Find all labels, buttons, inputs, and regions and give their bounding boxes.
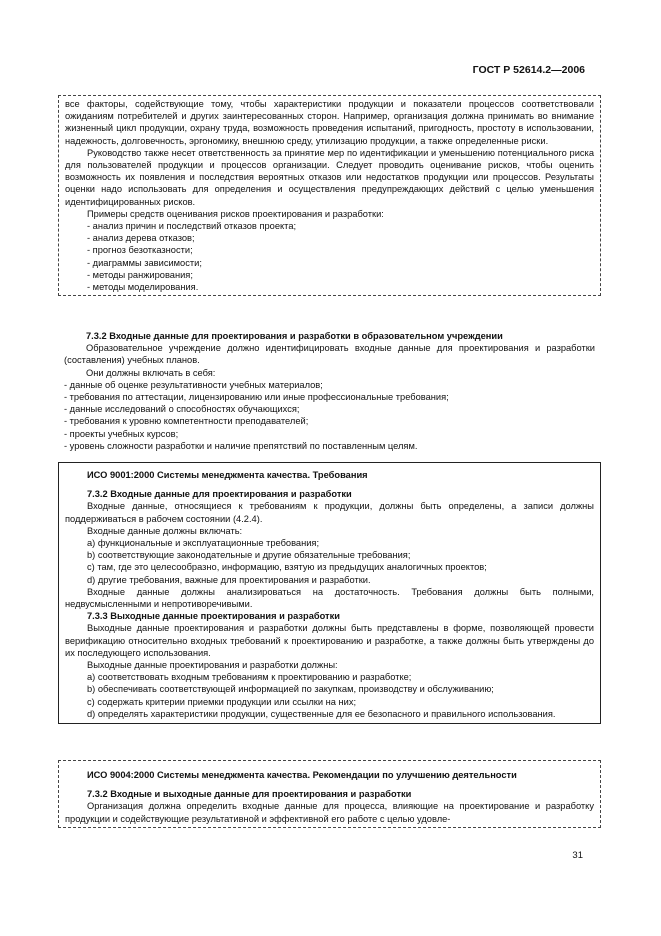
risk-examples-list	[65, 220, 594, 293]
iso-9004-heading-7-3-2: 7.3.2 Входные и выходные данные для проектирования и разработки	[87, 789, 412, 800]
iso-9001-paragraph: Входные данные должны анализироваться на достаточность. Требования должны быть полными, недвусмысленными и непротиворечивыми.	[65, 586, 594, 610]
list-item: c) там, где это целесообразно, информацию, взятую из предыдущих аналогичных проектов;	[87, 562, 487, 573]
list-item: - требования к уровню компетентности преподавателей;	[64, 416, 309, 427]
list-item: - прогноз безотказности;	[87, 245, 193, 256]
iso-9001-heading-7-3-3: 7.3.3 Выходные данные проектирования и разработки	[87, 611, 340, 622]
section-paragraph: Образовательное учреждение должно идентифицировать входные данные для проектирования и разработки (составления) учебных планов.	[64, 343, 595, 366]
list-item: d) определять характеристики продукции, существенные для ее безопасного и правильного использования.	[87, 708, 556, 719]
list-item: b) соответствующие законодательные и другие обязательные требования;	[87, 550, 411, 561]
iso-9004-paragraph: Организация должна определить входные данные для процесса, влияющие на проектирование и разработку продукции и содействующие результативной и эффективной его работе с целью удовле-	[65, 801, 594, 824]
list-item: - анализ причин и последствий отказов проекта;	[87, 221, 297, 232]
section-7-3-2-education	[58, 330, 601, 452]
list-item: - данные об оценке результативности учебных материалов;	[64, 379, 323, 390]
list-item: b) обеспечивать соответствующей информацией по закупкам, производству и обслуживанию;	[87, 684, 494, 695]
list-item: - данные исследований о способностях обучающихся;	[64, 404, 300, 415]
iso-9004-box	[58, 760, 601, 828]
iso-9001-paragraph: Выходные данные проектирования и разработки должны быть представлены в форме, позволяющей провести верификацию относительно входных требований к проектированию и разработке, а также должны быть утверждены до их последующего использования.	[65, 623, 594, 658]
iso-9001-paragraph: Входные данные, относящиеся к требованиям к продукции, должны быть определены, а записи должны поддерживаться в рабочем состоянии (4.2.4).	[65, 501, 594, 524]
iso-9004-title: ИСО 9004:2000 Системы менеджмента качества. Рекомендации по улучшению деятельности	[87, 770, 517, 780]
list-item: - методы ранжирования;	[87, 269, 193, 280]
risk-text-box	[58, 95, 601, 296]
page-number: 31	[572, 850, 583, 861]
list-item: - требования по аттестации, лицензированию или иные профессиональные требования;	[64, 392, 449, 403]
iso-9001-title: ИСО 9001:2000 Системы менеджмента качества. Требования	[87, 470, 368, 480]
section-list-intro: Они должны включать в себя:	[86, 367, 216, 378]
list-item: a) соответствовать входным требованиям к проектированию и разработке;	[87, 672, 412, 683]
list-item: - методы моделирования.	[87, 282, 199, 293]
iso-9001-paragraph: Входные данные должны включать:	[87, 525, 243, 536]
list-item: c) содержать критерии приемки продукции или ссылки на них;	[87, 696, 357, 707]
iso-9001-heading-7-3-2: 7.3.2 Входные данные для проектирования и разработки	[87, 489, 352, 500]
list-item: - анализ дерева отказов;	[87, 233, 195, 244]
list-item: - уровень сложности разработки и наличие препятствий по поставленным целям.	[64, 440, 418, 451]
list-item: d) другие требования, важные для проектирования и разработки.	[87, 574, 371, 585]
section-heading: 7.3.2 Входные данные для проектирования и разработки в образовательном учреждении	[86, 331, 503, 341]
education-input-list	[64, 379, 595, 452]
list-item: a) функциональные и эксплуатационные требования;	[87, 538, 320, 549]
list-item: - диаграммы зависимости;	[87, 257, 202, 268]
standard-header: ГОСТ Р 52614.2—2006	[472, 64, 585, 76]
list-item: - проекты учебных курсов;	[64, 428, 179, 439]
risk-paragraph-2: Руководство также несет ответственность за принятие мер по идентификации и уменьшению потенциального риска для пользователей продукции и процессов организации. Следует проводить оценивание рисков, чтобы оценить возможность их появления и последствия вероятных отказов или недостатков продукции или процессов. Результаты оценки надо использовать для определения и осуществления предупреждающих действий с целью уменьшения идентифицированных рисков.	[65, 147, 594, 207]
iso-9001-paragraph: Выходные данные проектирования и разработки должны:	[87, 660, 338, 671]
risk-examples-intro: Примеры средств оценивания рисков проектирования и разработки:	[87, 208, 384, 219]
risk-paragraph-1: все факторы, содействующие тому, чтобы характеристики продукции и показатели процессов соответствовали ожиданиям потребителей и других заинтересованных сторон. Например, организация должна принимать во внимание жизненный цикл продукции, охрану труда, возможность проведения испытаний, пригодность, простоту в использовании, надежность, долговечность, эргономику, внешнюю среду, утилизацию продукции, а также определенные риски.	[65, 99, 594, 146]
iso-9001-box	[58, 462, 601, 724]
